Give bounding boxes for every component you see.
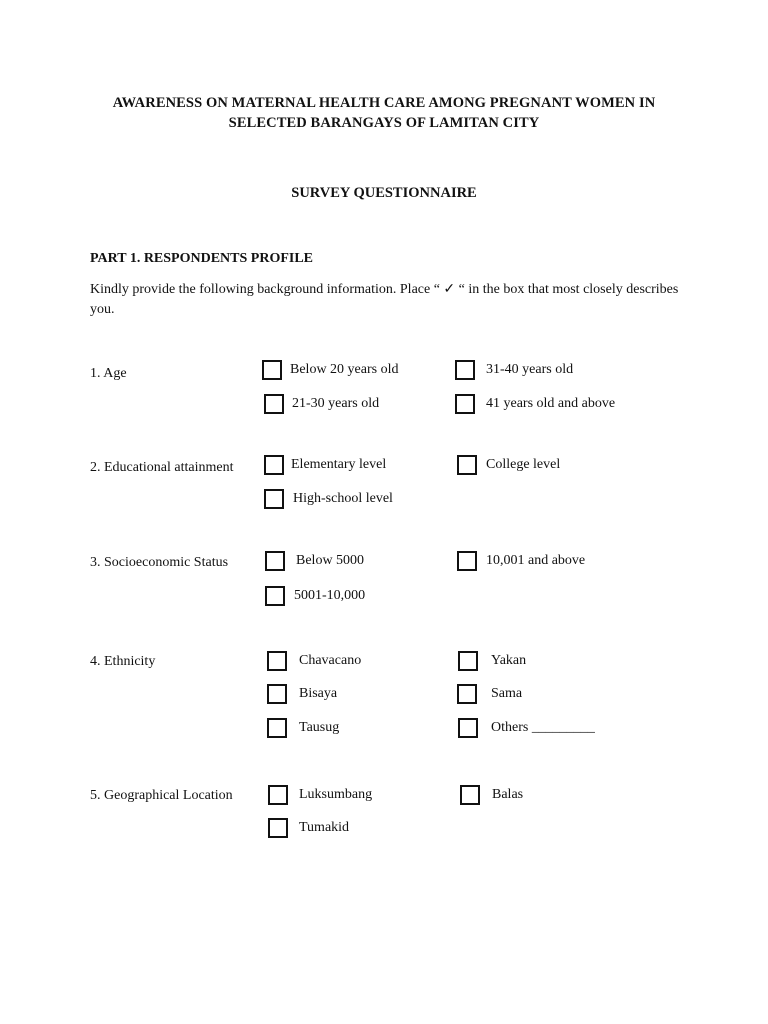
checkbox[interactable] (264, 489, 284, 509)
checkbox[interactable] (268, 785, 288, 805)
option-label: 31-40 years old (486, 362, 574, 377)
option-label: Others _________ (491, 720, 595, 735)
option-socio-5001-10000[interactable] (265, 585, 365, 607)
option-label: 5001-10,000 (294, 588, 366, 603)
option-education-college[interactable] (457, 454, 560, 476)
question-ethnicity-label: 4. Ethnicity (90, 654, 156, 669)
checkbox[interactable] (267, 651, 287, 671)
option-location-luksumbang[interactable] (268, 784, 372, 806)
option-label: College level (486, 457, 561, 472)
checkbox[interactable] (264, 455, 284, 475)
option-label: 41 years old and above (486, 396, 616, 411)
checkbox[interactable] (267, 718, 287, 738)
option-label: High-school level (293, 491, 393, 506)
option-socio-10001-above[interactable] (457, 550, 585, 572)
option-age-21-30[interactable] (264, 393, 379, 415)
option-label: Tumakid (299, 820, 350, 835)
option-ethnicity-tausug[interactable] (267, 717, 339, 739)
option-label: Chavacano (299, 653, 362, 668)
option-label: Yakan (491, 653, 527, 668)
document-title (60, 93, 708, 133)
checkbox[interactable] (455, 360, 475, 380)
option-ethnicity-others[interactable] (458, 717, 595, 739)
instructions-text: Kindly provide the following background information. Place “ ✓ “ in the box that most closely describes you. (90, 282, 679, 317)
survey-subtitle: SURVEY QUESTIONNAIRE (291, 185, 477, 201)
option-age-31-40[interactable] (455, 359, 573, 381)
option-label: Below 5000 (296, 553, 365, 568)
option-age-below-20[interactable] (262, 359, 398, 381)
option-age-41-above[interactable] (455, 393, 615, 415)
checkbox[interactable] (457, 455, 477, 475)
option-ethnicity-sama[interactable] (457, 683, 522, 705)
checkbox[interactable] (457, 684, 477, 704)
option-label: Tausug (299, 720, 340, 735)
option-ethnicity-bisaya[interactable] (267, 683, 337, 705)
option-location-tumakid[interactable] (268, 817, 349, 839)
option-ethnicity-chavacano[interactable] (267, 650, 361, 672)
checkbox[interactable] (267, 684, 287, 704)
title-line-1: AWARENESS ON MATERNAL HEALTH CARE AMONG PREGNANT WOMEN IN (112, 95, 656, 111)
option-label: Sama (491, 686, 523, 701)
question-socioeconomic-label: 3. Socioeconomic Status (90, 555, 229, 570)
option-location-balas[interactable] (460, 784, 523, 806)
checkbox[interactable] (460, 785, 480, 805)
option-label: Bisaya (299, 686, 338, 701)
option-label: Below 20 years old (290, 362, 399, 377)
checkbox[interactable] (458, 718, 478, 738)
checkbox[interactable] (265, 551, 285, 571)
checkbox[interactable] (265, 586, 285, 606)
option-education-high-school[interactable] (264, 488, 393, 510)
option-label: Elementary level (291, 457, 387, 472)
option-label: 10,001 and above (486, 553, 586, 568)
checkbox[interactable] (458, 651, 478, 671)
checkbox[interactable] (457, 551, 477, 571)
option-ethnicity-yakan[interactable] (458, 650, 526, 672)
checkbox[interactable] (268, 818, 288, 838)
question-age-label: 1. Age (90, 366, 127, 381)
question-location-label: 5. Geographical Location (90, 788, 233, 803)
option-label: Luksumbang (299, 787, 373, 802)
checkbox[interactable] (455, 394, 475, 414)
checkbox[interactable] (262, 360, 282, 380)
question-education-label: 2. Educational attainment (90, 460, 234, 475)
checkbox[interactable] (264, 394, 284, 414)
option-label: 21-30 years old (292, 396, 380, 411)
option-education-elementary[interactable] (264, 454, 386, 476)
option-label: Balas (492, 787, 524, 802)
part-heading: PART 1. RESPONDENTS PROFILE (90, 251, 314, 266)
option-socio-below-5000[interactable] (265, 550, 364, 572)
title-line-2: SELECTED BARANGAYS OF LAMITAN CITY (228, 115, 540, 131)
